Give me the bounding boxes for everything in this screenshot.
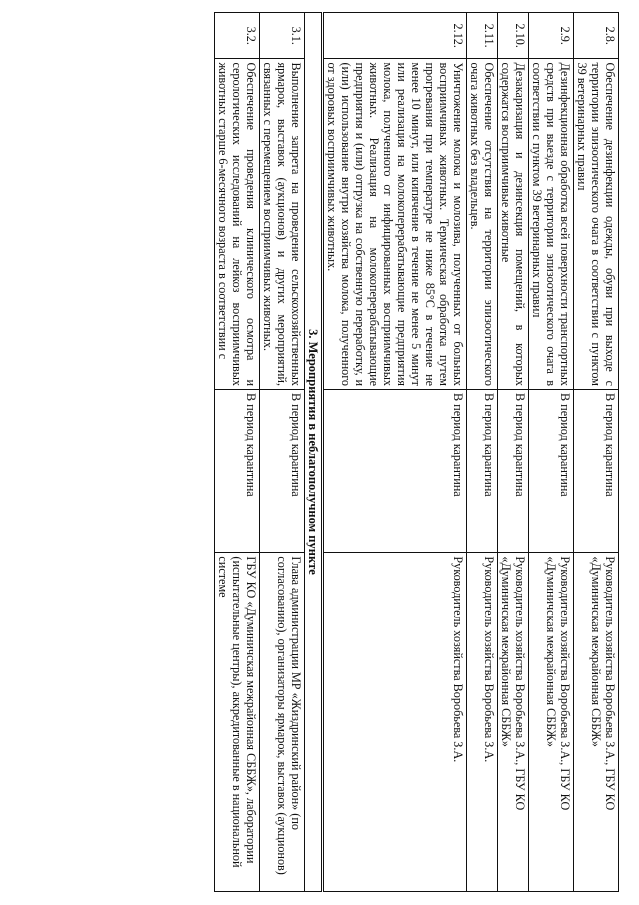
table-row (260, 13, 305, 892)
responsible-text: ГБУ КО «Думиничская межрайонная СББЖ», лаборатории (испытательные центры), аккредитованные в национальной системе (215, 553, 260, 892)
item-number: 2.12. (323, 13, 467, 59)
measure-text: Обеспечение проведения клинического осмотра и серологических исследований на лейкоз восприимчивых животных старше 6-месячного возраста в соответствии с (215, 59, 260, 390)
measures-table (214, 12, 619, 892)
table-row (529, 13, 574, 892)
section-title: 3. Мероприятия в неблагополучном пункте (305, 13, 323, 892)
term-text: В период карантина (574, 390, 619, 553)
item-number: 2.8. (574, 13, 619, 59)
term-text: В период карантина (323, 390, 467, 553)
responsible-text: Руководитель хозяйства Воробьева З.А., ГБУ КО «Думиничская межрайонная СББЖ» (498, 553, 529, 892)
measure-text: Выполнение запрета на проведение сельскохозяйственных ярмарок, выставок (аукционов) и других мероприятий, связанных с перемещением восприимчивых животных. (260, 59, 305, 390)
responsible-text: Руководитель хозяйства Воробьева З.А., ГБУ КО «Думиничская межрайонная СББЖ» (574, 553, 619, 892)
term-text: В период карантина (467, 390, 498, 553)
term-text: В период карантина (215, 390, 260, 553)
table-row (574, 13, 619, 892)
section-header-row (305, 13, 323, 892)
responsible-text: Глава администрации МР «Жиздринский район» (по согласованию), организаторы ярмарок, выставок (аукционов) (260, 553, 305, 892)
measure-text: Дезакаризация и дезинсекция помещений, в которых содержатся восприимчивые животные (498, 59, 529, 390)
table-row (323, 13, 467, 892)
responsible-text: Руководитель хозяйства Воробьева З.А., ГБУ КО «Думиничская межрайонная СББЖ» (529, 553, 574, 892)
responsible-text: Руководитель хозяйства Воробьева З.А. (467, 553, 498, 892)
responsible-text: Руководитель хозяйства Воробьева З.А. (323, 553, 467, 892)
item-number: 3.1. (260, 13, 305, 59)
table-row (498, 13, 529, 892)
measure-text: Обеспечение отсутствия на территории эпизоотического очага животных без владельцев. (467, 59, 498, 390)
term-text: В период карантина (498, 390, 529, 553)
measure-text: Обеспечение дезинфекции одежды, обуви при выходе с территории эпизоотического очага в соответствии с пунктом 39 ветеринарных правил (574, 59, 619, 390)
term-text: В период карантина (529, 390, 574, 553)
table-row (467, 13, 498, 892)
item-number: 2.10. (498, 13, 529, 59)
term-text: В период карантина (260, 390, 305, 553)
table-row (215, 13, 260, 892)
item-number: 2.9. (529, 13, 574, 59)
item-number: 2.11. (467, 13, 498, 59)
measure-text: Уничтожение молока и молозива, полученных от больных восприимчивых животных. Термическая обработка путем прогревания при температуре не ниже 85°С в течение не менее 10 минут, или кипячение в течение не менее 5 минут или реализация на молокоперерабатывающие предприятия молока, полученного от инфицированных восприимчивых животных. Реализация на молокоперерабатывающие предприятия и (или) отгрузка на собственную переработку, и (или) использование внутри хозяйства молока, полученного от здоровых восприимчивых животных. (323, 59, 467, 390)
item-number: 3.2. (215, 13, 260, 59)
measure-text: Дезинфекционная обработка всей поверхности транспортных средств при выезде с территории эпизоотического очага в соответствии с пунктом 39 ветеринарных правил (529, 59, 574, 390)
